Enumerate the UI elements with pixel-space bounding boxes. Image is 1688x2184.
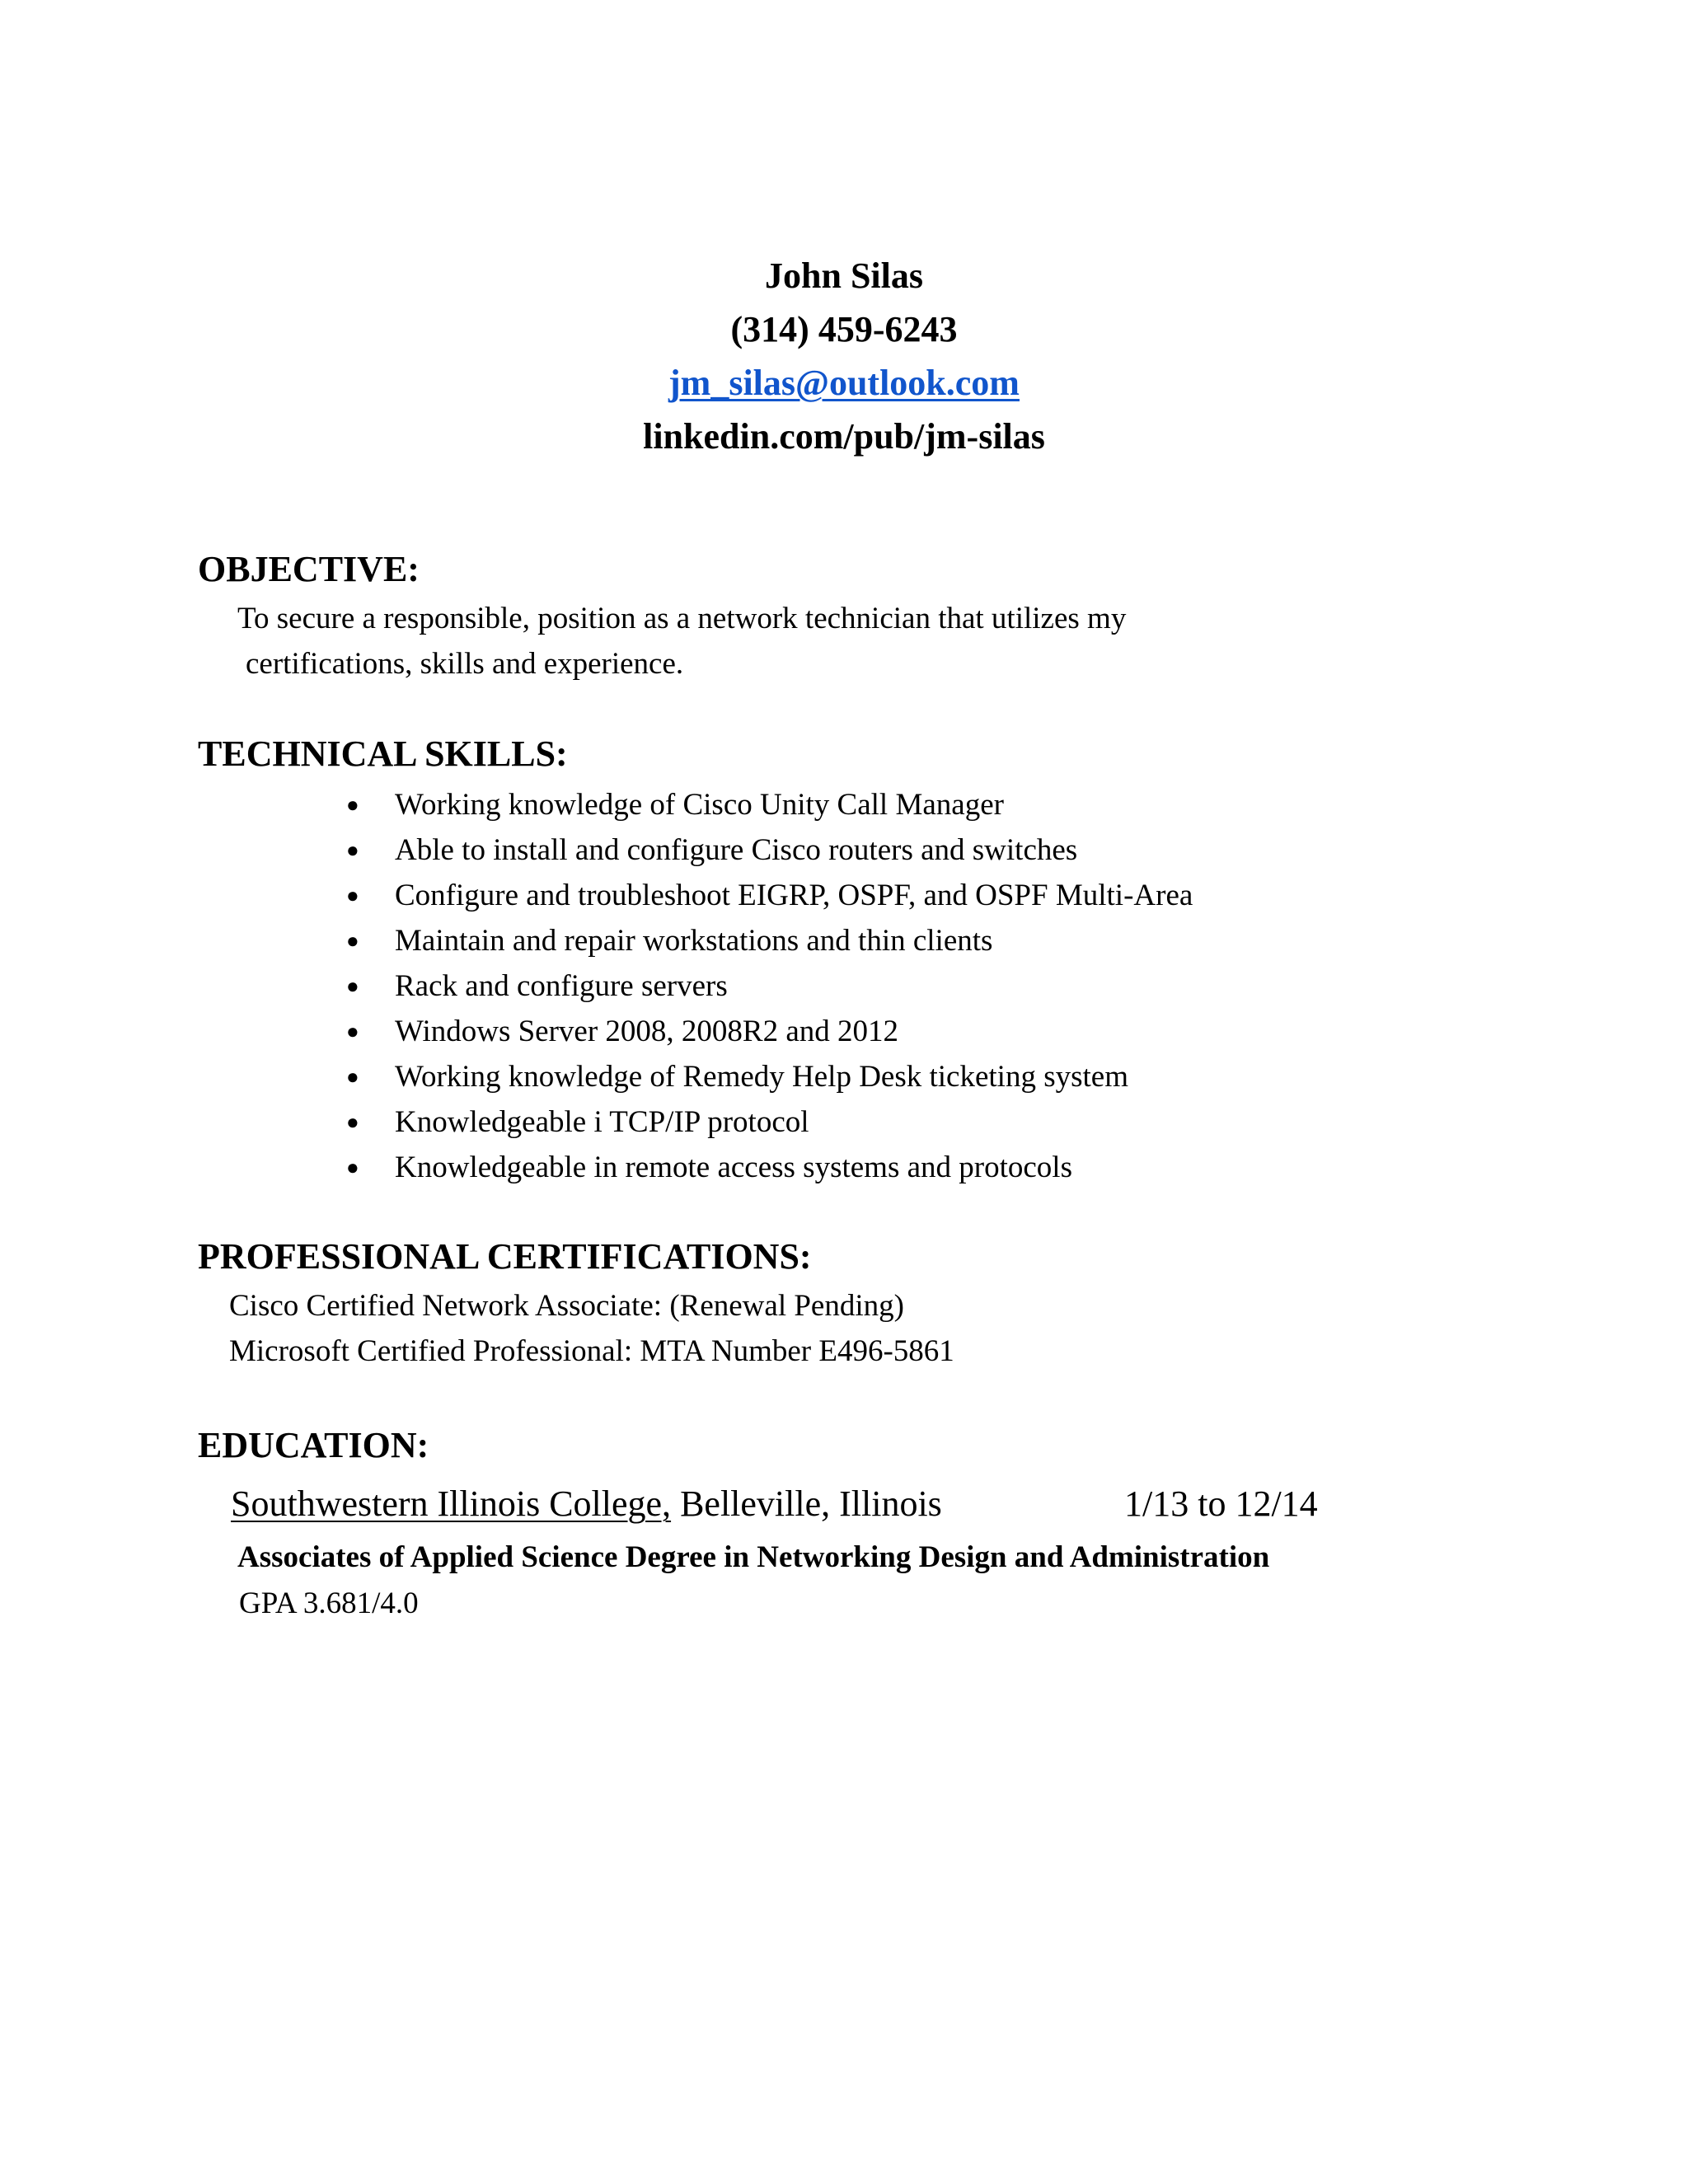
skill-text: Configure and troubleshoot EIGRP, OSPF, and OSPF Multi-Area [395, 879, 1193, 912]
certification-item: Cisco Certified Network Associate: (Renewal Pending) [229, 1289, 904, 1323]
email-line [0, 356, 1688, 410]
college-location: Belleville, Illinois [671, 1483, 942, 1524]
certification-item: Microsoft Certified Professional: MTA Number E496-5861 [229, 1334, 954, 1368]
bullet-icon: ● [346, 929, 359, 953]
skill-text: Knowledgeable i TCP/IP protocol [395, 1105, 809, 1139]
email-link[interactable]: jm_silas@outlook.com [668, 363, 1020, 403]
bullet-icon: ● [346, 1110, 359, 1134]
gpa-value: GPA 3.681/4.0 [239, 1586, 419, 1620]
list-item [346, 1009, 1193, 1054]
technical-skills-heading: TECHNICAL SKILLS: [198, 733, 568, 774]
list-item [346, 1145, 1193, 1190]
bullet-icon: ● [346, 1155, 359, 1179]
skill-text: Windows Server 2008, 2008R2 and 2012 [395, 1015, 899, 1048]
skill-text: Working knowledge of Cisco Unity Call Manager [395, 788, 1004, 822]
education-institution [231, 1479, 942, 1529]
objective-heading: OBJECTIVE: [198, 549, 420, 589]
education-heading: EDUCATION: [198, 1425, 429, 1465]
list-item [346, 1099, 1193, 1145]
technical-skills-list [346, 782, 1193, 1190]
objective-line-1: To secure a responsible, position as a network technician that utilizes my [237, 602, 1127, 635]
linkedin-url: linkedin.com/pub/jm-silas [643, 416, 1045, 457]
list-item [346, 963, 1193, 1009]
certifications-heading: PROFESSIONAL CERTIFICATIONS: [198, 1236, 812, 1277]
bullet-icon: ● [346, 1065, 359, 1089]
list-item [346, 827, 1193, 873]
list-item [346, 873, 1193, 918]
skill-text: Knowledgeable in remote access systems and protocols [395, 1151, 1072, 1184]
contact-header [0, 249, 1688, 463]
skill-text: Working knowledge of Remedy Help Desk ticketing system [395, 1060, 1128, 1094]
skill-text: Rack and configure servers [395, 969, 728, 1003]
skill-text: Able to install and configure Cisco routers and switches [395, 833, 1078, 867]
bullet-icon: ● [346, 793, 359, 817]
bullet-icon: ● [346, 883, 359, 907]
bullet-icon: ● [346, 838, 359, 862]
bullet-icon: ● [346, 974, 359, 998]
list-item [346, 782, 1193, 827]
education-dates: 1/13 to 12/14 [1124, 1483, 1318, 1524]
list-item [346, 1054, 1193, 1099]
skill-text: Maintain and repair workstations and thin clients [395, 924, 993, 958]
college-name: Southwestern Illinois College, [231, 1483, 672, 1524]
objective-line-2: certifications, skills and experience. [246, 647, 684, 681]
phone-number: (314) 459-6243 [730, 309, 958, 349]
candidate-name: John Silas [765, 255, 923, 296]
bullet-icon: ● [346, 1019, 359, 1043]
degree-title: Associates of Applied Science Degree in Networking Design and Administration [237, 1540, 1270, 1574]
list-item [346, 918, 1193, 963]
